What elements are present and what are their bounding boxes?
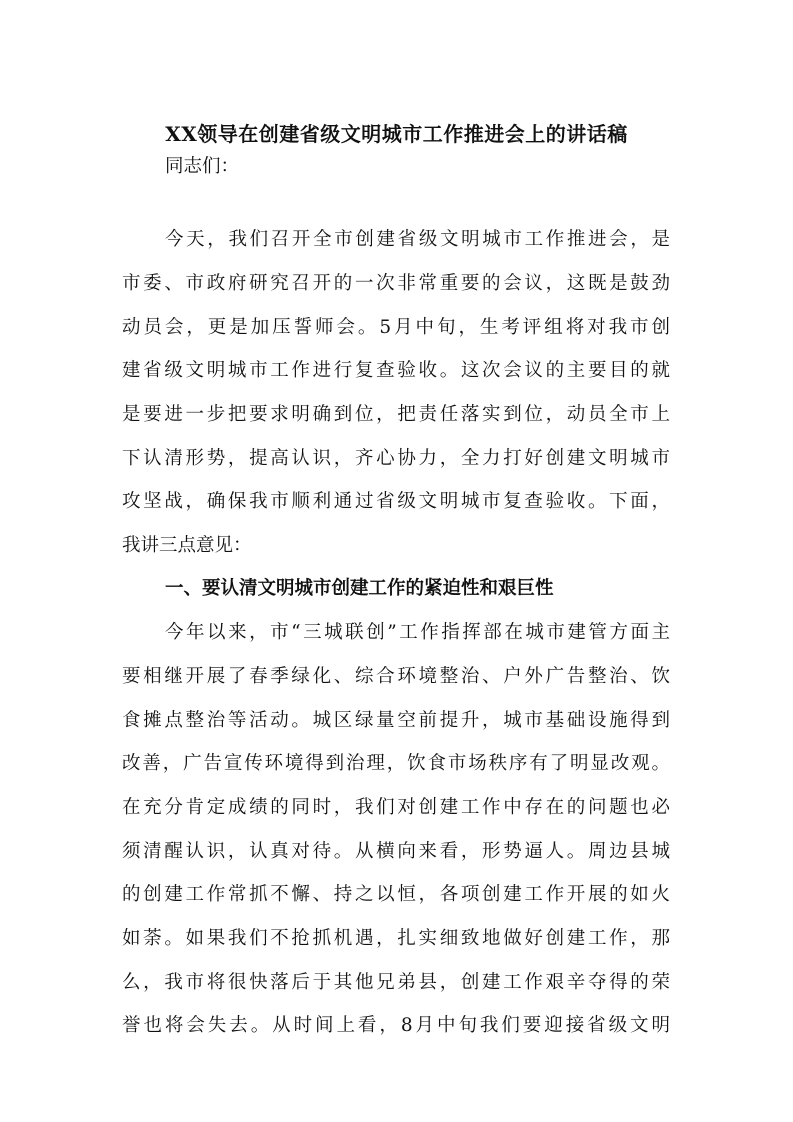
paragraph-line: 要相继开展了春季绿化、综合环境整治、户外广告整治、饮: [122, 666, 670, 687]
paragraph-line: 我讲三点意见：: [122, 535, 252, 556]
salutation: 同志们：: [165, 156, 240, 177]
paragraph-line: 市委、市政府研究召开的一次非常重要的会议，这既是鼓劲: [122, 273, 670, 294]
paragraph-line: 誉也将会失去。从时间上看，8月中旬我们要迎接省级文明: [122, 1015, 670, 1036]
paragraph-line: 是要进一步把要求明确到位，把责任落实到位，动员全市上: [122, 404, 670, 425]
paragraph-line: 下认清形势，提高认识，齐心协力，全力打好创建文明城市: [122, 448, 670, 469]
paragraph-line: 改善，广告宣传环境得到治理，饮食市场秩序有了明显改观。: [122, 753, 670, 774]
paragraph-line: 么，我市将很快落后于其他兄弟县，创建工作艰辛夺得的荣: [122, 972, 670, 993]
section-heading: 一、要认清文明城市创建工作的紧迫性和艰巨性: [165, 578, 554, 599]
paragraph-line: 建省级文明城市工作进行复查验收。这次会议的主要目的就: [122, 360, 670, 381]
paragraph-line: 食摊点整治等活动。城区绿量空前提升，城市基础设施得到: [122, 710, 670, 731]
paragraph-line: 在充分肯定成绩的同时，我们对创建工作中存在的问题也必: [122, 797, 670, 818]
document-title: XX领导在创建省级文明城市工作推进会上的讲话稿: [165, 122, 628, 146]
paragraph-line: 如荼。如果我们不抢抓机遇，扎实细致地做好创建工作，那: [122, 928, 670, 949]
paragraph-line: 的创建工作常抓不懈、持之以恒，各项创建工作开展的如火: [122, 884, 670, 905]
paragraph-line: 动员会，更是加压誓师会。5月中旬，生考评组将对我市创: [122, 317, 670, 338]
paragraph-line: 今年以来，市“三城联创”工作指挥部在城市建管方面主: [165, 622, 670, 643]
paragraph-line: 今天，我们召开全市创建省级文明城市工作推进会，是: [165, 229, 670, 250]
paragraph-line: 须清醒认识，认真对待。从横向来看，形势逼人。周边县城: [122, 841, 670, 862]
paragraph-line: 攻坚战，确保我市顺利通过省级文明城市复查验收。下面，: [122, 491, 670, 512]
